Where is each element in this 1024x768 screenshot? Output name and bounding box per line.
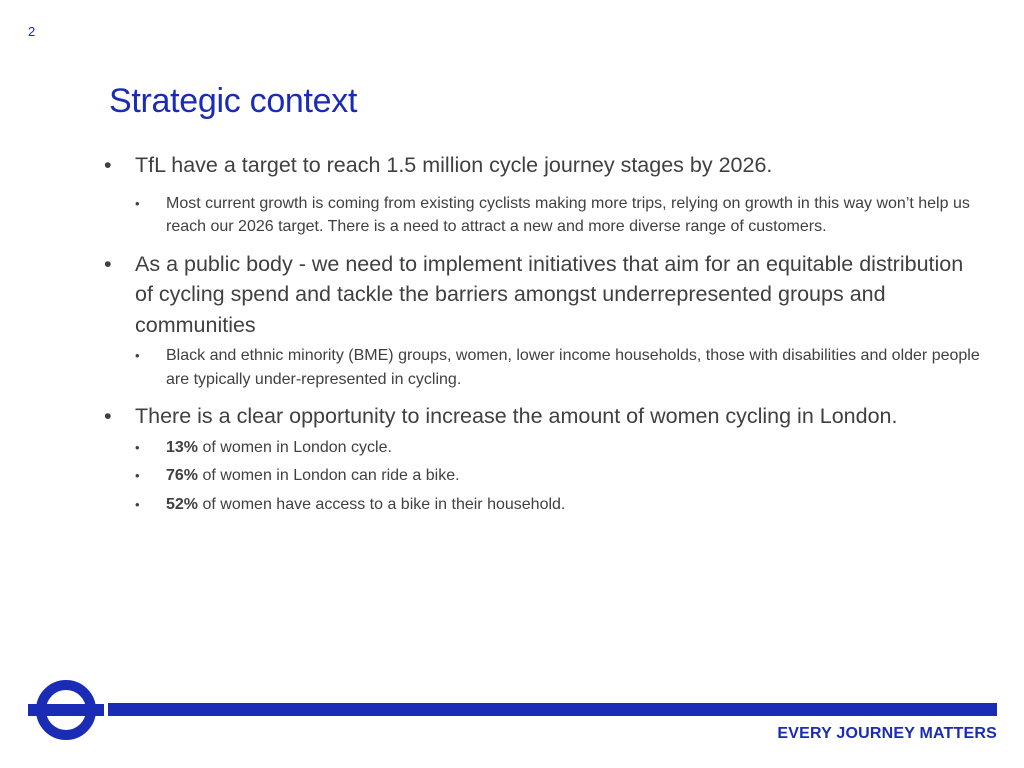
bullet-list [104, 150, 984, 526]
stat-value: 76% [166, 467, 199, 484]
slide-title: Strategic context [109, 82, 358, 120]
sub-bullet-text: Most current growth is coming from existing cyclists making more trips, relying on growth in this way won’t help us reach our 2026 target. There is a need to attract a new and more diverse range of customers. [166, 194, 970, 235]
bullet-text: As a public body - we need to implement initiatives that aim for an equitable distribution of cycling spend and tackle the barriers amongst underrepresented groups and communities [135, 251, 964, 337]
slide-number: 2 [28, 24, 36, 39]
sub-bullet-item [104, 344, 984, 391]
stat-text: of women in London can ride a bike. [198, 467, 460, 484]
stat-text: of women in London cycle. [198, 438, 392, 456]
bullet-glyph: • [104, 251, 112, 276]
sub-bullet-glyph: • [135, 195, 140, 211]
bullet-item [104, 249, 984, 392]
sub-bullet-glyph: • [135, 496, 140, 512]
stat-value: 52% [166, 495, 199, 513]
bullet-text: TfL have a target to reach 1.5 million cycle journey stages by 2026. [135, 153, 773, 177]
sub-bullet-glyph: • [135, 348, 140, 363]
stat-value: 13% [166, 438, 199, 456]
footer-tagline: EVERY JOURNEY MATTERS [777, 725, 997, 742]
footer-rule [108, 703, 997, 716]
stat-text: of women have access to a bike in their household. [198, 495, 566, 513]
roundel-logo-icon [28, 678, 104, 742]
stat-item [104, 436, 984, 460]
stat-item [104, 464, 984, 488]
stat-item [104, 493, 984, 517]
sub-bullet-text: Black and ethnic minority (BME) groups, women, lower income households, those with disabilities and older people are typically under-represented in cycling. [166, 347, 980, 388]
sub-bullet-glyph: • [135, 439, 140, 455]
bullet-item [104, 401, 984, 516]
bullet-item [104, 150, 984, 239]
sub-bullet-glyph: • [135, 468, 140, 483]
sub-bullet-item [104, 192, 984, 239]
bullet-glyph: • [104, 153, 112, 177]
bullet-glyph: • [104, 404, 112, 428]
bullet-text: There is a clear opportunity to increase the amount of women cycling in London. [135, 404, 898, 428]
